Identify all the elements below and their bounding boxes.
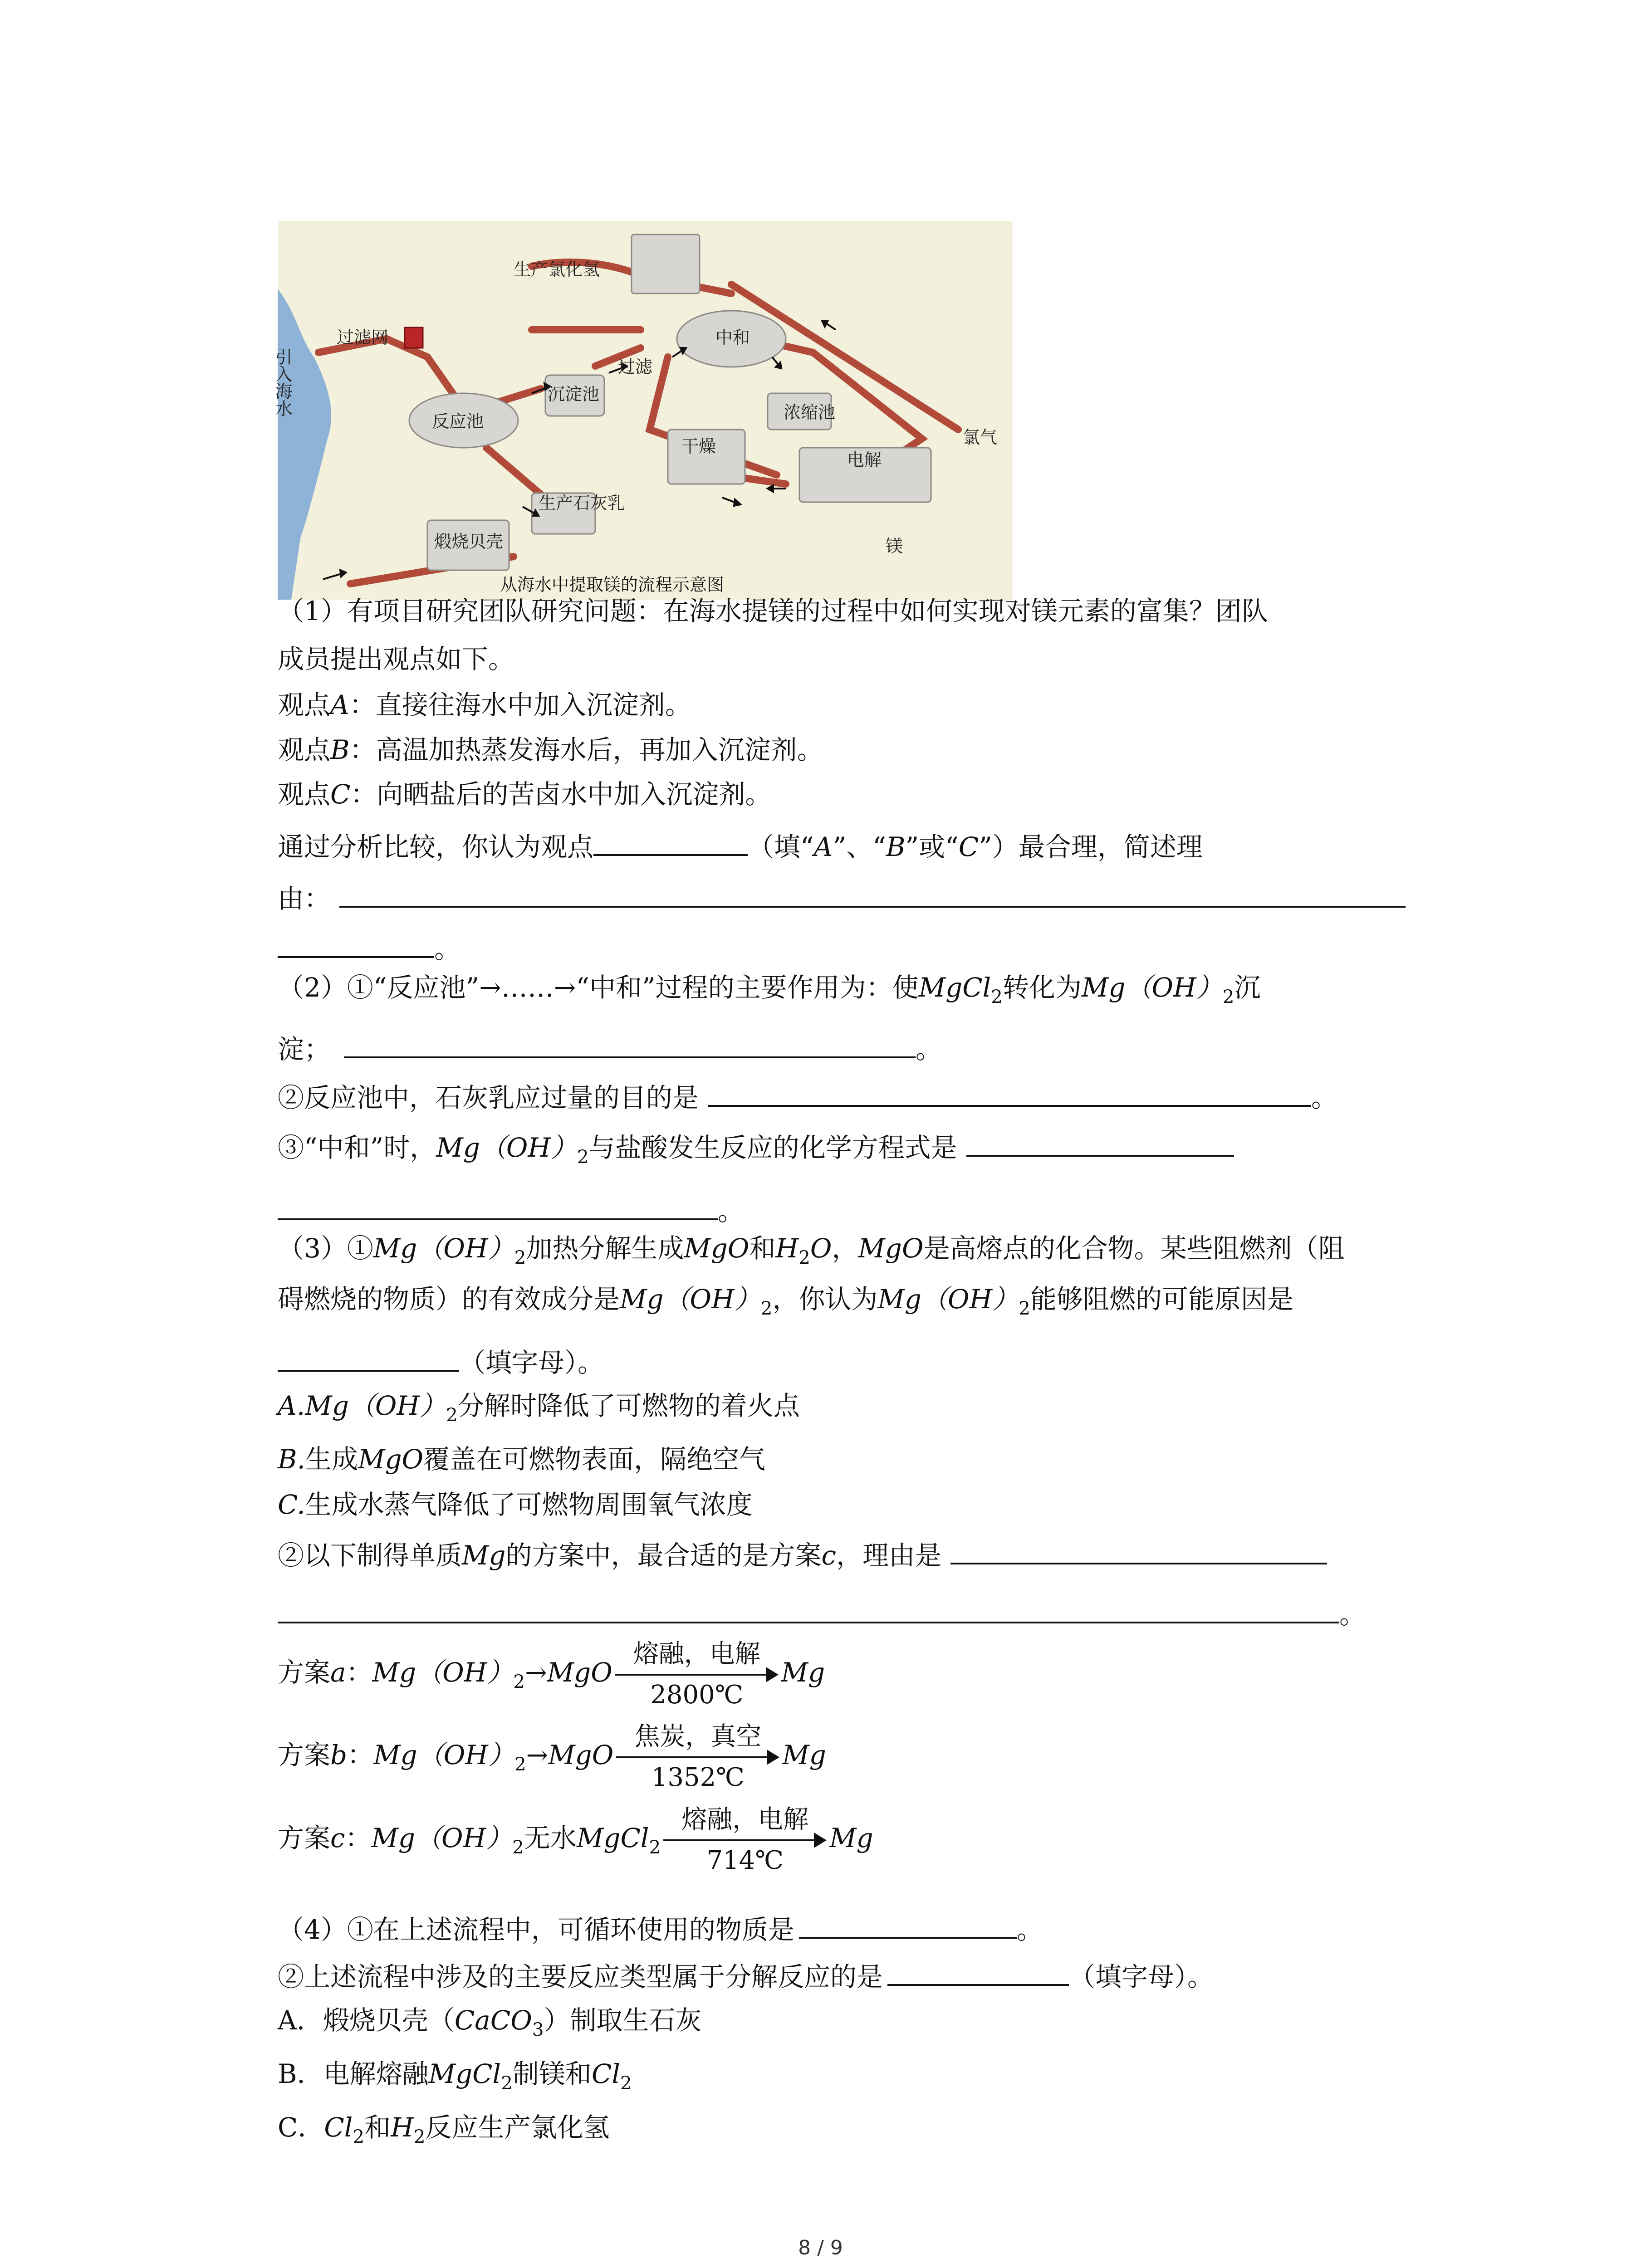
q4-opt-c-letter: C (278, 2112, 298, 2143)
q1-intro-text1: （1）有项目研究团队研究问题：在海水提镁的过程中如何实现对镁元素的富集？团队 (278, 596, 1268, 626)
hcl-plant-shape (632, 235, 700, 293)
q2-line3-text: ②反应池中，石灰乳应过量的目的是 (278, 1082, 699, 1113)
scheme-a-sub2: 2 (513, 1671, 525, 1693)
scheme-a (278, 1639, 825, 1710)
scheme-a-cond-top: 熔融，电解 (633, 1639, 760, 1669)
q3-line3-text: （填字母）。 (459, 1347, 604, 1378)
q3-mgo2: MgO (858, 1233, 924, 1264)
q3-h-sub: 2 (798, 1246, 810, 1269)
scheme-a-letter: a (330, 1657, 346, 1688)
q1-reason (278, 882, 1406, 912)
scheme-b-colon: ： (347, 1740, 374, 1770)
scheme-b-mgo: MgO (548, 1740, 614, 1770)
q4-opt-c-and: 和 (364, 2112, 391, 2143)
scheme-c (278, 1804, 873, 1875)
q2-end1: 。 (916, 1034, 942, 1065)
q3-opt-b-text1: 生成 (305, 1444, 358, 1475)
q2-oh: （OH） (1125, 972, 1223, 1003)
q2-line3 (278, 1081, 1337, 1111)
label-filtration: 过滤 (618, 357, 653, 377)
q2-line1-text: （2）①“反应池”→……→“中和”过程的主要作用为：使 (278, 972, 919, 1003)
q4-opt-b-text2: 制镁和 (512, 2058, 592, 2089)
q1-intro-line2 (278, 644, 515, 675)
q3-line2-text3: 能够阻燃的可能原因是 (1030, 1284, 1294, 1315)
q4-opt-a-letter: A (278, 2005, 297, 2036)
scheme-c-mgcl-sub: 2 (649, 1836, 661, 1858)
scheme-b (278, 1721, 826, 1792)
figure-caption: 从海水中提取镁的流程示意图 (500, 575, 725, 595)
q3-opt-a-sub2: 2 (446, 1404, 458, 1426)
q4-line1 (278, 1913, 1043, 1943)
q3-blank2[interactable] (950, 1539, 1327, 1564)
q4-end: 。 (1016, 1914, 1043, 1945)
q2-line5 (278, 1195, 745, 1227)
q2-line4-text1: ③“中和”时， (278, 1132, 436, 1163)
scheme-b-condition-arrow (616, 1721, 779, 1792)
label-lime-milk: 生产石灰乳 (539, 493, 625, 513)
q2-line4-oh: （OH） (480, 1132, 577, 1163)
scheme-c-mg: Mg (371, 1823, 416, 1853)
q1-view-a-label: 观点 (278, 689, 331, 720)
q3-opt-b-letter: B. (278, 1444, 306, 1475)
q1-reason-blank2[interactable] (278, 933, 434, 958)
q2-line4-text2: 与盐酸发生反应的化学方程式是 (588, 1132, 957, 1163)
scheme-a-label: 方案 (278, 1657, 331, 1688)
scheme-a-mg: Mg (372, 1657, 416, 1688)
q1-view-a-text: ：直接往海水中加入沉淀剂。 (349, 689, 691, 720)
q3-line3 (278, 1346, 604, 1376)
scheme-b-letter: b (330, 1740, 348, 1770)
scheme-a-cond-bot: 2800℃ (650, 1680, 744, 1710)
q4-mgcl: MgCl (428, 2058, 501, 2089)
q3-line2-sub2b: 2 (1019, 1297, 1030, 1320)
q2-sub2-b: 2 (1222, 986, 1234, 1008)
q4-opt-a-text1: ．煅烧贝壳（ (296, 2005, 455, 2036)
scheme-c-product: Mg (829, 1823, 873, 1853)
q4-opt-b-letter: B (278, 2058, 297, 2089)
q1-end: 。 (434, 934, 461, 964)
scheme-a-oh: （OH） (416, 1657, 514, 1688)
q1-intro-text2: 成员提出观点如下。 (278, 644, 515, 675)
q4-opt-a (278, 2005, 702, 2041)
q2-line1-text3: 沉 (1234, 972, 1261, 1003)
q1-view-c (278, 779, 772, 810)
scheme-b-mg: Mg (373, 1740, 417, 1770)
q3-line2 (278, 1284, 1294, 1320)
scheme-a-colon: ： (346, 1657, 372, 1688)
q1-ask-text2: （填“ (748, 831, 814, 862)
q4-opt-c-text2: 反应生产氯化氢 (425, 2112, 610, 2143)
q3-comma: ， (832, 1233, 858, 1264)
q3-select-text1: ②以下制得单质 (278, 1540, 462, 1571)
q3-o: O (810, 1233, 832, 1264)
q4-opt-a-text2: ）制取生石灰 (544, 2005, 702, 2036)
q1-ask-a: A (813, 831, 833, 862)
q1-view-a (278, 689, 691, 720)
q3-line2-oh: （OH） (663, 1284, 761, 1315)
q3-opt-a-letter: A. (278, 1390, 305, 1421)
q2-end3: 。 (718, 1196, 745, 1227)
q2-blank4[interactable] (278, 1195, 718, 1220)
scheme-c-arrow-line (663, 1839, 817, 1841)
q1-ask-text5: ”）最合理，简述理 (979, 831, 1203, 862)
scheme-c-cond-top: 熔融，电解 (681, 1804, 809, 1834)
filter-net-shape (405, 327, 423, 348)
scheme-c-oh: （OH） (415, 1823, 513, 1853)
scheme-b-arrow-line (616, 1756, 769, 1758)
scheme-b-label: 方案 (278, 1740, 331, 1770)
q4-blank1[interactable] (799, 1913, 1017, 1939)
scheme-b-cond-top: 焦炭，真空 (634, 1721, 762, 1751)
q3-line2-text1: 碍燃烧的物质）的有效成分是 (278, 1284, 620, 1315)
q4-line1-text: （4）①在上述流程中，可循环使用的物质是 (278, 1914, 794, 1945)
q2-line4-sub2: 2 (577, 1146, 589, 1168)
q3-select-text2: 的方案中，最合适的是方案 (505, 1540, 822, 1571)
q1-ask-text4: ”或“ (905, 831, 959, 862)
q3-line1-text3: 是高熔点的化合物。某些阻燃剂（阻 (923, 1233, 1345, 1264)
label-hcl-production: 生产氯化氢 (514, 259, 600, 279)
q3-and: 和 (749, 1233, 776, 1264)
q4-opt-c-h: H (391, 2112, 414, 2143)
q1-ask-b: B (886, 831, 906, 862)
q2-blank1[interactable] (344, 1033, 916, 1058)
q4-opt-c (278, 2112, 610, 2148)
scheme-c-mid: 无水 (524, 1823, 577, 1853)
q1-intro-line1 (278, 598, 1268, 624)
q4-caco-sub: 3 (532, 2019, 544, 2041)
q1-view-a-letter: A (330, 689, 349, 720)
scheme-a-mgo: MgO (547, 1657, 612, 1688)
scheme-c-condition-arrow (663, 1804, 827, 1875)
scheme-a-arrow-line (615, 1674, 769, 1676)
q4-opt-c-cl-sub: 2 (353, 2126, 365, 2148)
q1-view-c-text: ：向晒盐后的苦卤水中加入沉淀剂。 (350, 779, 772, 810)
q3-line1-text1: （3）① (278, 1233, 373, 1264)
q3-mg: Mg (373, 1233, 417, 1264)
q2-mg: Mg (1082, 972, 1126, 1003)
q4-cl: Cl (591, 2058, 620, 2089)
scheme-b-sub2: 2 (514, 1753, 526, 1775)
scheme-c-sub2: 2 (512, 1836, 524, 1858)
q2-sub2: 2 (991, 986, 1003, 1008)
q3-opt-a-mg: Mg (305, 1390, 349, 1421)
q3-opt-c-text: 生成水蒸气降低了可燃物周围氧气浓度 (305, 1489, 753, 1520)
scheme-c-letter: c (330, 1823, 345, 1853)
scheme-a-condition-arrow (615, 1639, 779, 1710)
q1-reason-blank[interactable] (339, 882, 1406, 908)
scheme-c-cond-bot: 714℃ (706, 1845, 784, 1875)
q3-oh: （OH） (417, 1233, 514, 1264)
process-diagram-svg (272, 221, 1013, 600)
label-sediment-pool: 沉淀池 (548, 384, 600, 404)
q4-opt-b-text1: ．电解熔融 (297, 2058, 429, 2089)
scheme-b-cond-bot: 1352℃ (651, 1762, 745, 1792)
q3-line1-text2: 加热分解生成 (526, 1233, 684, 1264)
q3-select-mg: Mg (462, 1540, 506, 1571)
q3-opt-a-oh: （OH） (348, 1390, 446, 1421)
label-intake-1: 引入海水 (272, 348, 292, 417)
q2-line1 (278, 972, 1261, 1008)
label-chlorine: 氯气 (963, 427, 998, 447)
q3-select-cont (278, 1598, 1366, 1628)
scheme-c-mgcl: MgCl (577, 1823, 649, 1853)
q3-select-c: c (821, 1540, 837, 1571)
q4-cl-sub: 2 (620, 2072, 632, 2094)
q3-sub2: 2 (514, 1246, 526, 1269)
scheme-c-colon: ： (345, 1823, 372, 1853)
scheme-c-label: 方案 (278, 1823, 331, 1853)
q4-blank2[interactable] (887, 1960, 1069, 1986)
q3-line2-mg: Mg (620, 1284, 664, 1315)
scheme-a-arrow1: → (525, 1657, 547, 1688)
q3-line2-mg2: Mg (877, 1284, 922, 1315)
q2-line2-text: 淀； (278, 1034, 331, 1065)
label-dry: 干燥 (681, 436, 716, 456)
q2-blank3[interactable] (966, 1131, 1234, 1157)
q4-mgcl-sub: 2 (501, 2072, 513, 2094)
label-concentrate-pool: 浓缩池 (784, 402, 836, 422)
label-neutralize: 中和 (715, 327, 750, 347)
q1-view-c-letter: C (330, 779, 351, 810)
label-filter-net: 过滤网 (337, 327, 389, 347)
q1-reason-label: 由： (278, 883, 331, 914)
q2-line1-text2: 转化为 (1003, 972, 1082, 1003)
q2-line4 (278, 1131, 1234, 1168)
q3-opt-a (278, 1390, 800, 1426)
scheme-b-arrow1: → (526, 1740, 549, 1770)
q1-view-b-letter: B (330, 734, 350, 765)
q3-blank1[interactable] (278, 1346, 459, 1372)
q4-opt-c-text1: ． (298, 2112, 324, 2143)
q3-line1 (278, 1233, 1345, 1269)
q1-answer-blank[interactable] (593, 831, 748, 856)
scheme-b-oh: （OH） (417, 1740, 514, 1770)
q4-opt-c-h-sub: 2 (413, 2126, 426, 2148)
q4-line2-text2: （填字母）。 (1069, 1961, 1214, 1992)
label-reaction-pool: 反应池 (432, 411, 484, 431)
label-magnesium: 镁 (886, 536, 903, 556)
q3-select (278, 1539, 1327, 1569)
q1-view-b-text: ：高温加热蒸发海水后，再加入沉淀剂。 (349, 734, 823, 765)
q3-mgo: MgO (684, 1233, 749, 1264)
process-diagram (272, 221, 1013, 600)
q1-view-c-label: 观点 (278, 779, 331, 810)
q3-h: H (775, 1233, 799, 1264)
scheme-b-product: Mg (782, 1740, 826, 1770)
q1-ask-c: C (958, 831, 979, 862)
q4-line2 (278, 1960, 1214, 1990)
q2-line4-mg: Mg (436, 1132, 480, 1163)
q2-end2: 。 (1311, 1082, 1338, 1113)
q3-line2-text2: ，你认为 (772, 1284, 878, 1315)
q1-ask (278, 831, 1203, 860)
q1-ask-text3: ”、“ (833, 831, 886, 862)
q3-line2-sub2: 2 (760, 1297, 773, 1320)
q2-mgcl: MgCl (918, 972, 991, 1003)
label-electrolysis: 电解 (847, 450, 882, 470)
q1-reason-cont (278, 933, 460, 962)
q3-opt-c-letter: C. (278, 1489, 305, 1520)
q1-view-b-label: 观点 (278, 734, 331, 765)
q3-opt-b (278, 1444, 766, 1475)
q2-blank2[interactable] (708, 1081, 1311, 1107)
q4-opt-c-cl: Cl (324, 2112, 353, 2143)
page-number: 8 / 9 (798, 2236, 843, 2259)
q3-opt-a-text: 分解时降低了可燃物的着火点 (457, 1390, 800, 1421)
q1-view-b (278, 734, 823, 765)
q3-select-text3: ，理由是 (836, 1540, 942, 1571)
q3-opt-b-mgo: MgO (358, 1444, 424, 1475)
q4-opt-b (278, 2058, 632, 2094)
q1-ask-text1: 通过分析比较，你认为观点 (278, 831, 594, 862)
q3-blank3[interactable] (278, 1598, 1339, 1623)
q2-line2 (278, 1033, 942, 1065)
q3-line2-oh2: （OH） (921, 1284, 1019, 1315)
q3-opt-c (278, 1491, 753, 1518)
q4-line2-text: ②上述流程中涉及的主要反应类型属于分解反应的是 (278, 1961, 883, 1992)
q3-end: 。 (1339, 1599, 1366, 1630)
q3-opt-b-text2: 覆盖在可燃物表面，隔绝空气 (423, 1444, 766, 1475)
q4-caco: CaCO (454, 2005, 532, 2036)
scheme-a-product: Mg (781, 1657, 825, 1688)
label-calcine-shells: 煅烧贝壳 (434, 532, 504, 552)
